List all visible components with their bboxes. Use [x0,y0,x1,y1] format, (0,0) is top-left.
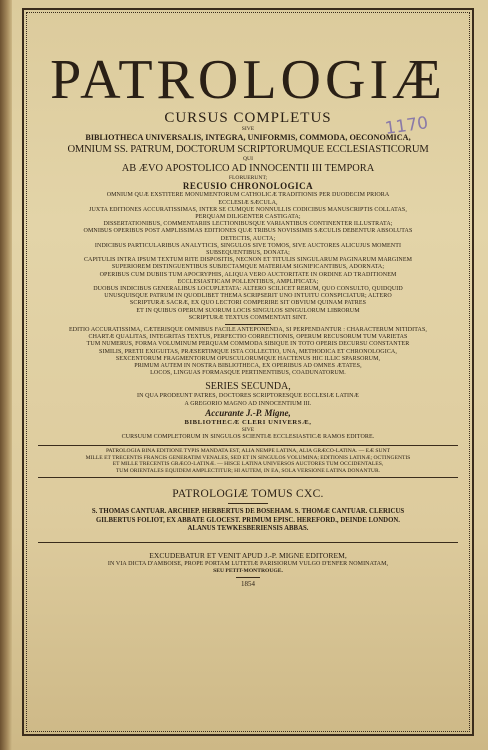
biblio-line: BIBLIOTHECA UNIVERSALIS, INTEGRA, UNIFORMIS, COMMODA, OECONOMICA, [85,132,411,142]
text-line: DISSERTATIONIBUS, COMMENTARIIS LECTIONIBUSQUE VARIANTIBUS CONTINENTER ILLUSTRATA; [103,221,393,228]
series-heading: SERIES SECUNDA, [205,381,291,393]
imprint-line: EXCUDEBATUR ET VENIT APUD J.-P. MIGNE EDITOREM, [149,550,347,560]
text-line: TUM ORIENTALES EQUIDEM AMPLECTITUR; HI AUTEM, IN EA, SOLA VERSIONE LATINA DONANTUR. [115,468,381,475]
text-line: SUPERIOREM DISTINGUENTIBUS SUBJECTAMQUE MATERIAM SIGNIFICANTIBUS, ADORNATA; [111,264,385,271]
floruerunt-label: FLORUERUNT; [228,174,268,181]
text-line: SCRIPTURÆ SACRÆ, EX QUO LECTORI COMPERIRE SIT OBVIUM QUINAM PATRES [129,300,367,307]
rule-top [38,445,458,446]
cursuum-line: CURSUUM COMPLETORUM IN SINGULOS SCIENTIÆ ECCLESIASTICÆ RAMOS EDITORE. [121,433,375,440]
text-line: SIMILIS, PRETII EXIGUITAS, PRÆSERTIMQUE ISTA COLLECTIO, UNA, METHODICA ET CHRONOLOGICA, [99,348,397,355]
text-line: ET MILLE TRECENTIS GRÆCO-LATINÆ. — HISCE LATINA UNIVERSOS AUCTORES TUM OCCIDENTALES, [112,461,384,468]
text-line: OMNIBUS OPERIBUS POST AMPLISSIMAS EDITIONES QUÆ TRIBUS NOVISSIMIS SÆCULIS DEBENTUR ABSOLUTAS [83,228,413,235]
year: 1854 [241,579,255,588]
text-line: GILBERTUS FOLIOT, EX ABBATE GLOCEST. PRIMUM EPISC. HEREFORD., DEINDE LONDON. [96,516,400,524]
text-line: TUM NUMERUS, FORMA VOLUMINUM PERQUAM COMMODA SIBIQUE IN TOTO OPERIS DECURSU CONSTANTER [86,341,410,348]
text-line: PRIMUM AUTEM IN NOSTRA BIBLIOTHECA, EX OPERIBUS AD OMNES ÆTATES, [134,363,362,370]
seu-line: SEU PETIT-MONTROUGE. [213,568,283,575]
text-line: INDICIBUS PARTICULARIBUS ANALYTICIS, SINGULOS SIVE TOMOS, SIVE AUCTORES ALICUJUS MOMENTI [94,242,402,249]
text-line: A GREGORIO MAGNO AD INNOCENTIUM III. [184,400,312,407]
edition-paragraph [38,327,458,377]
subtitle: CURSUS COMPLETUS [164,110,332,126]
main-title: PATROLOGIÆ [50,49,446,111]
text-line: SCRIPTURÆ TEXTUS COMMENTATI SINT. [188,314,308,321]
editor-line: Accurante J.-P. Migne, [205,407,291,418]
text-line: ECCLESIASTICAM POLLENTIBUS, AMPLIFICATA; [177,278,319,285]
omnium-line: OMNIUM SS. PATRUM, DOCTORUM SCRIPTORUMQUE ECCLESIASTICORUM [67,143,429,155]
bibliothecae-line: BIBLIOTHECÆ CLERI UNIVERSÆ, [184,418,312,426]
volume-title: PATROLOGIÆ TOMUS CXC. [172,488,324,501]
text-line: S. THOMAS CANTUAR. ARCHIEP. HERBERTUS DE BOSEHAM. S. THOMÆ CANTUAR. CLERICUS [91,508,405,516]
text-line: JUXTA EDITIONES ACCURATISSIMAS, INTER SE CUMQUE NONNULLIS CODICIBUS MANUSCRIPTIS COLLATAS, [89,206,407,213]
book-spine-edge [0,0,12,750]
divider [225,324,271,325]
text-line: CAPITULIS INTRA IPSUM TEXTUM RITE DISPOSITIS, NECNON ET TITULIS SINGULARUM PAGINARUM MARGINEM [83,257,413,264]
title-content [30,16,466,728]
text-line: IN QUA PRODEUNT PATRES, DOCTORES SCRIPTORESQUE ECCLESIÆ LATINÆ [136,393,359,400]
text-line: OPERIBUS CUM DUBIIS TUM APOCRYPHIS, ALIQUA VERO AUCTORITATE IN ORDINE AD TRADITIONEM [99,271,397,278]
price-paragraph [38,448,458,475]
text-line: LOCOS, LINGUAS FORMASQUE PERTINENTIBUS, COADUNATORUM. [150,370,346,377]
sive-label: SIVE [241,126,255,132]
rule-imprint [38,542,458,543]
handwritten-note: 1170 [383,113,430,139]
text-line: OMNIUM QUÆ EXSTITERE MONUMENTORUM CATHOLICÆ TRADITIONIS PER DUODECIM PRIORA [106,192,390,199]
series-description [30,393,466,407]
text-line: MILLE ET TRECENTIS FRANCIS GENERATIM VENALES, SED ET IN SINGULOS VOLUMINA; EDITIONIS LATINÆ; OCTINGENTIS [85,454,411,461]
text-line: ET IN QUIBUS OPERUM SUORUM LOCIS SINGULOS SINGULORUM LIBRORUM [136,307,360,314]
recusio-heading: RECUSIO CHRONOLOGICA [182,181,314,192]
text-line: ALANUS TEWKESBERIENSIS ABBAS. [187,525,309,533]
text-line: PERQUAM DILIGENTER CASTIGATA; [195,214,301,220]
text-line: DETECTIS, AUCTA; [220,235,276,242]
text-line: SEXCENTORUM FRAGMENTORUM OPUSCULORUMQUE HACTENUS HIC ILLIC SPARSORUM, [115,355,381,362]
text-line: UNUSQUISQUE PATRUM IN QUODLIBET THEMA SCRIPSERIT UNO INTUITU CONSPICIATUR; ALTERO [104,293,392,300]
text-line: PATROLOGIA BINA EDITIONE TYPIS MANDATA EST, ALIA NEMPE LATINA, ALIA GRÆCO-LATINA. — EÆ SUNT [105,447,391,454]
sive-label-2: SIVE [241,426,255,433]
qui-label: QUI [243,155,253,162]
rule-bottom [38,477,458,478]
text-line: CHARTÆ QUALITAS, INTEGRITAS TEXTUS, PERFECTIO CORRECTIONIS, OPERUM RECUSORUM TUM VARIETAS [88,334,408,341]
text-line: EDITIO ACCURATISSIMA, CÆTERISQUE OMNIBUS FACILE ANTEPONENDA, SI PERPENDANTUR : CHARACTERUM NITIDITAS, [68,327,428,334]
aevo-line: AB ÆVO APOSTOLICO AD INNOCENTII III TEMPORA [121,162,375,174]
divider [228,503,268,504]
description-paragraph [38,192,458,322]
text-line: SUBSEQUENTIBUS, DONATA; [206,250,290,257]
address-line: IN VIA DICTA D'AMBOISE, PROPE PORTAM LUTETIÆ PARISIORUM VULGO D'ENFER NOMINATAM, [107,560,389,567]
text-line: DUOBUS INDICIBUS GENERALIBUS LOCUPLETATA: ALTERO SCILICET RERUM, QUO CONSULTO, QUIDQUID [93,286,403,293]
text-line: ECCLESIÆ SÆCULA, [218,199,278,206]
divider [236,577,260,578]
volume-contents [38,508,458,534]
